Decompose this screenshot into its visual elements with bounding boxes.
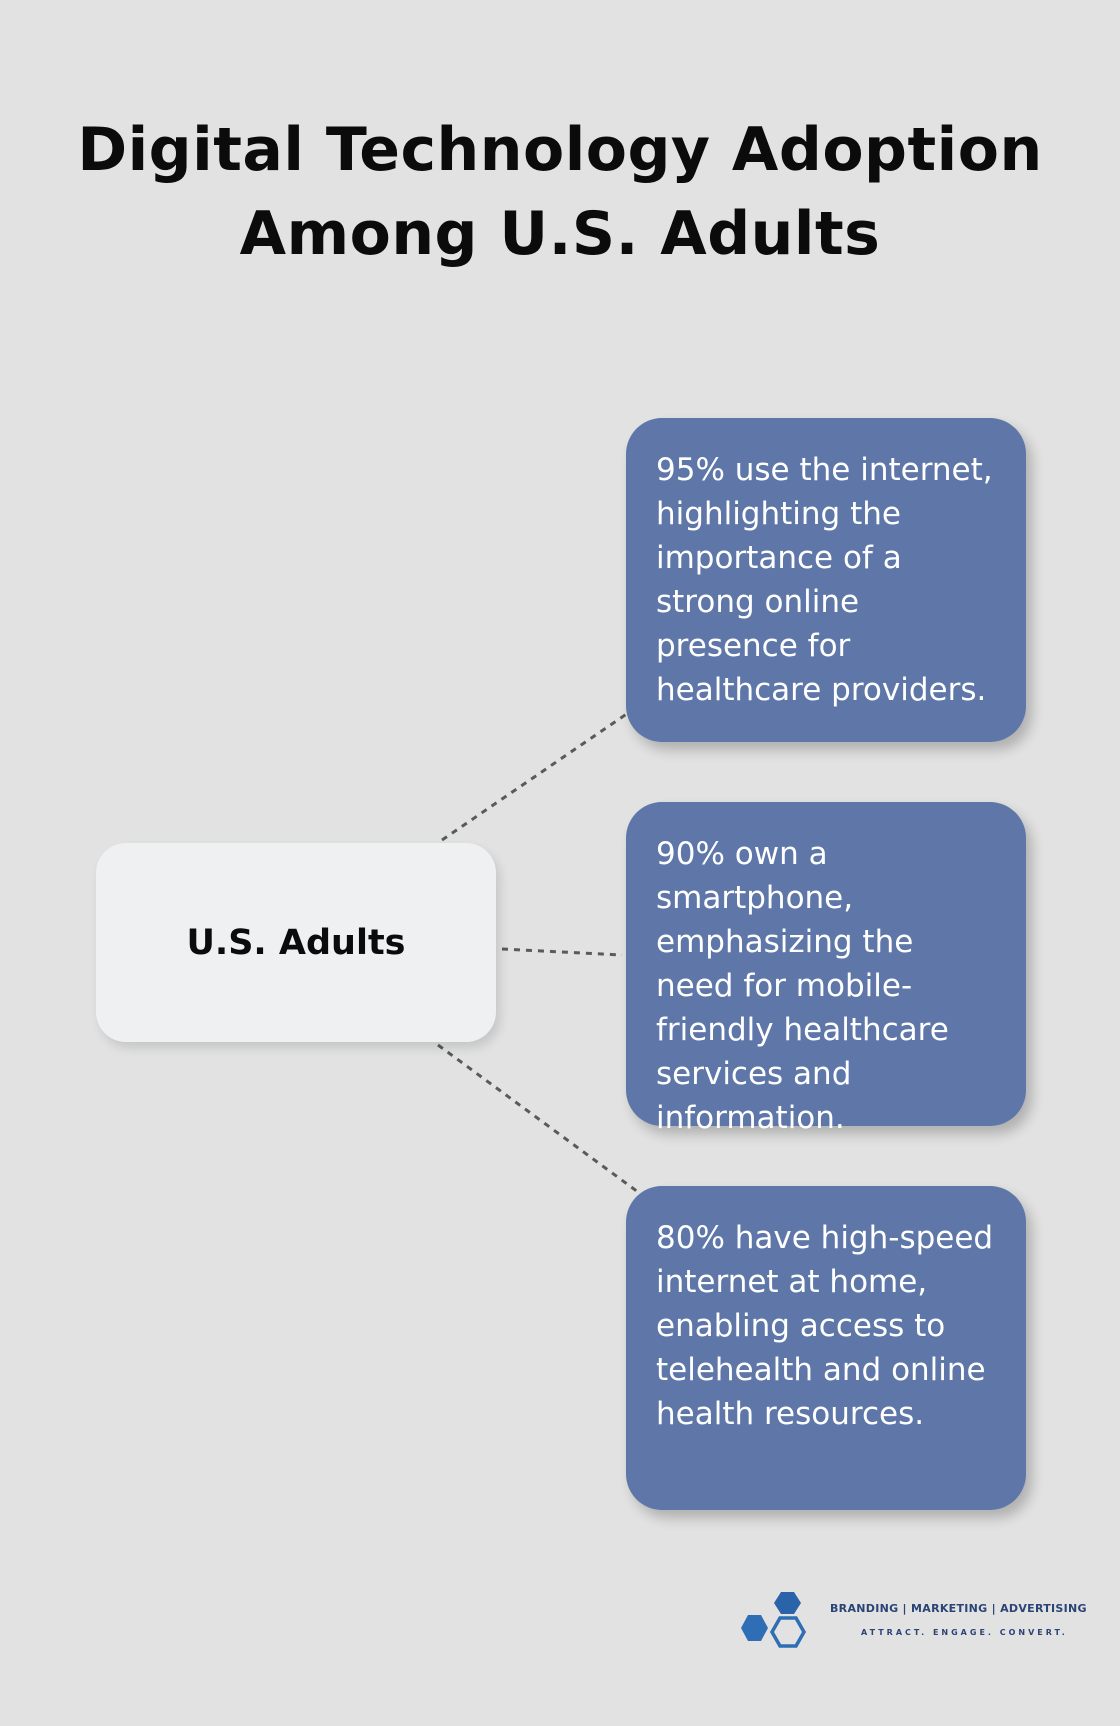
title-line-1: Digital Technology Adoption xyxy=(77,115,1043,185)
fact-card-internet xyxy=(626,418,1026,742)
brand-logo xyxy=(730,1586,1087,1666)
page-title xyxy=(60,108,1060,276)
fact-card-text: 95% use the internet, highlighting the importance of a strong online presence for healthcare providers. xyxy=(656,452,993,708)
connector-to-card-2 xyxy=(502,949,622,955)
connector-to-card-1 xyxy=(442,713,628,840)
hexagon-logo-icon xyxy=(730,1586,826,1666)
logo-tagline: BRANDING | MARKETING | ADVERTISING xyxy=(830,1602,1087,1615)
connector-to-card-3 xyxy=(438,1045,638,1192)
center-node xyxy=(96,843,496,1042)
fact-card-text: 80% have high-speed internet at home, enabling access to telehealth and online health resources. xyxy=(656,1220,994,1432)
fact-card-smartphone xyxy=(626,802,1026,1136)
center-node-label: U.S. Adults xyxy=(186,922,406,963)
fact-card-broadband xyxy=(626,1186,1026,1510)
logo-slogan: ATTRACT. ENGAGE. CONVERT. xyxy=(861,1628,1068,1637)
title-line-2: Among U.S. Adults xyxy=(239,199,881,269)
fact-card-text: 90% own a smartphone, emphasizing the need for mobile-friendly healthcare services and information. xyxy=(656,836,949,1136)
